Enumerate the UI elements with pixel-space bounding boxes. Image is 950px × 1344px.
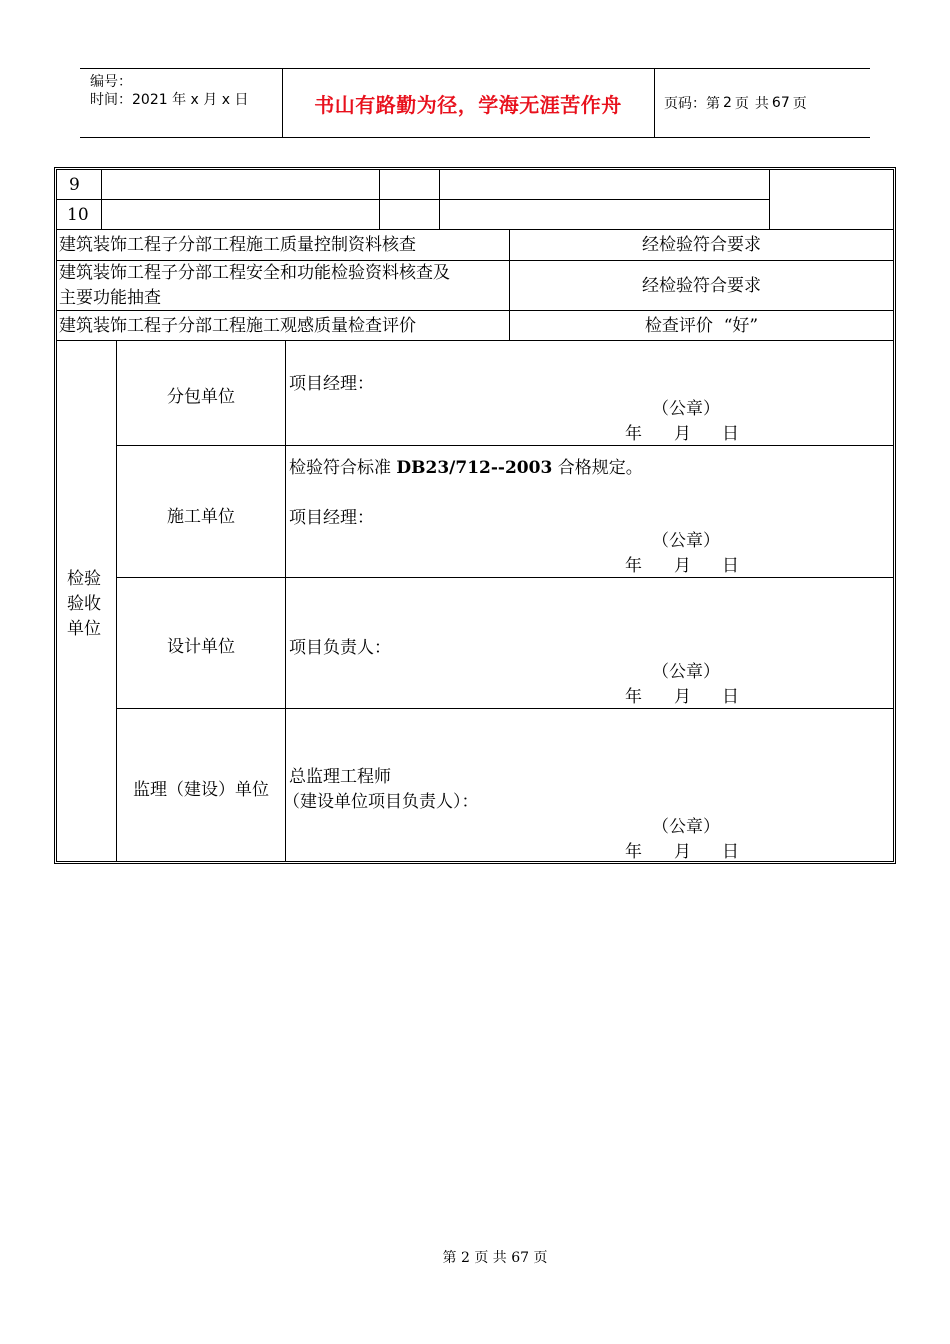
owner-responsible-label: （建设单位项目负责人）： xyxy=(283,792,479,812)
page-prefix: 页码：第 xyxy=(664,96,720,112)
row-divider xyxy=(57,310,893,311)
standard-suffix: 合格规定。 xyxy=(557,458,643,478)
standard-code: DB23/712--2003 xyxy=(396,458,553,478)
row-divider xyxy=(57,199,770,200)
date-year: 年 xyxy=(625,842,642,862)
document-time-label: 时间：2021 年 x 月 x 日 xyxy=(90,92,249,108)
check-item-safety-function-line1: 建筑装饰工程子分部工程安全和功能检验资料核查及 xyxy=(59,263,450,283)
supervision-engineer-label: 总监理工程师 xyxy=(289,767,391,787)
date-month: 月 xyxy=(674,687,691,707)
unit-subcontractor: 分包单位 xyxy=(167,387,235,407)
check-result-appearance: 检查评价 “好” xyxy=(644,316,759,336)
check-result-safety-function: 经检验符合要求 xyxy=(642,276,761,296)
check-item-safety-function-line2: 主要功能抽查 xyxy=(59,288,161,308)
subcontractor-manager-label: 项目经理： xyxy=(289,374,374,394)
footer-total: 67 xyxy=(511,1250,530,1266)
group-label-line3: 单位 xyxy=(67,619,101,639)
row-divider xyxy=(57,229,893,230)
footer-prefix: 第 xyxy=(442,1250,457,1266)
page-mid: 页 xyxy=(734,96,749,112)
unit-construction: 施工单位 xyxy=(167,507,235,527)
header-divider xyxy=(654,69,655,137)
check-item-appearance: 建筑装饰工程子分部工程施工观感质量检查评价 xyxy=(59,316,416,336)
check-item-quality-control: 建筑装饰工程子分部工程施工质量控制资料核查 xyxy=(59,235,416,255)
footer-suffix: 页 xyxy=(533,1250,548,1266)
col-divider xyxy=(285,340,286,861)
footer-mid: 页 共 xyxy=(474,1250,507,1266)
construction-standard-statement xyxy=(289,457,643,479)
row-divider xyxy=(57,340,893,341)
col-divider xyxy=(379,170,380,229)
page-current: 2 xyxy=(723,95,732,111)
page-total: 67 xyxy=(771,95,790,111)
col-divider xyxy=(769,170,770,229)
date-day: 日 xyxy=(722,687,739,707)
date-day: 日 xyxy=(722,424,739,444)
header-meta xyxy=(90,73,248,109)
design-responsible-label: 项目负责人： xyxy=(289,638,391,658)
seal-label: （公章） xyxy=(652,817,720,837)
date-year: 年 xyxy=(625,424,642,444)
row-divider xyxy=(116,708,893,709)
document-number-label: 编号： xyxy=(90,74,132,90)
date-month: 月 xyxy=(674,424,691,444)
acceptance-form xyxy=(54,167,896,864)
row-number-9: 9 xyxy=(69,175,80,195)
row-divider xyxy=(57,260,893,261)
group-label-line2: 验收 xyxy=(67,594,101,614)
seal-label: （公章） xyxy=(652,399,720,419)
check-result-quality-control: 经检验符合要求 xyxy=(642,235,761,255)
col-divider xyxy=(101,170,102,229)
page-total-prefix: 共 xyxy=(754,96,769,112)
row-divider xyxy=(116,577,893,578)
group-label-line1: 检验 xyxy=(67,569,101,589)
unit-design: 设计单位 xyxy=(167,637,235,657)
date-year: 年 xyxy=(625,556,642,576)
date-month: 月 xyxy=(674,556,691,576)
header-page-info xyxy=(664,69,807,137)
page-footer xyxy=(0,1247,950,1267)
row-divider xyxy=(116,445,893,446)
row-number-10: 10 xyxy=(67,205,89,225)
construction-manager-label: 项目经理： xyxy=(289,508,374,528)
seal-label: （公章） xyxy=(652,662,720,682)
header-motto: 书山有路勤为径，学海无涯苦作舟 xyxy=(314,92,622,117)
standard-prefix: 检验符合标准 xyxy=(289,458,391,478)
seal-label: （公章） xyxy=(652,531,720,551)
date-month: 月 xyxy=(674,842,691,862)
footer-current: 2 xyxy=(460,1250,470,1266)
col-divider xyxy=(439,170,440,229)
page-suffix: 页 xyxy=(792,96,807,112)
date-year: 年 xyxy=(625,687,642,707)
unit-supervision: 监理（建设）单位 xyxy=(133,780,269,800)
date-day: 日 xyxy=(722,556,739,576)
date-day: 日 xyxy=(722,842,739,862)
page-header xyxy=(80,68,870,138)
